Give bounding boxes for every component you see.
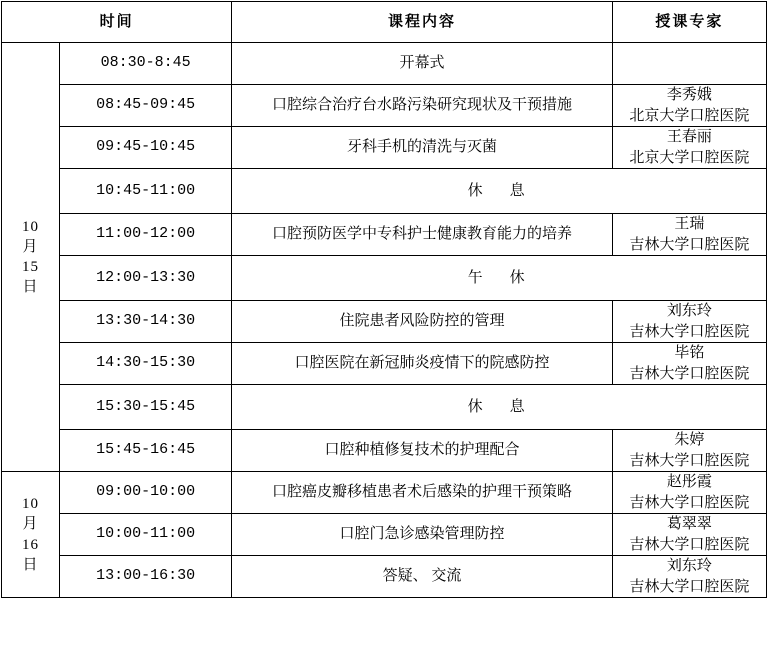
date-cell xyxy=(2,472,60,598)
time-cell: 13:00-16:30 xyxy=(60,556,232,598)
column-header-content: 课程内容 xyxy=(232,2,612,43)
expert-name: 朱婷 xyxy=(674,432,705,449)
expert-cell xyxy=(612,43,766,85)
time-cell: 10:00-11:00 xyxy=(60,514,232,556)
expert-org: 吉林大学口腔医院 xyxy=(629,236,750,253)
expert-org: 吉林大学口腔医院 xyxy=(629,578,750,595)
date-line: 15 xyxy=(22,259,40,275)
expert-org: 北京大学口腔医院 xyxy=(629,149,750,166)
expert-cell xyxy=(612,301,766,343)
expert-cell xyxy=(612,514,766,556)
table-row xyxy=(2,556,767,598)
expert-org: 吉林大学口腔医院 xyxy=(629,365,750,382)
table-row xyxy=(2,301,767,343)
expert-name: 刘东玲 xyxy=(666,558,712,575)
table-row xyxy=(2,430,767,472)
expert-name: 王瑞 xyxy=(674,216,705,233)
date-line: 日 xyxy=(22,279,39,296)
expert-name: 王春丽 xyxy=(666,129,712,146)
expert-cell xyxy=(612,430,766,472)
time-cell: 10:45-11:00 xyxy=(60,169,232,214)
time-cell: 14:30-15:30 xyxy=(60,343,232,385)
date-line: 16 xyxy=(22,536,40,553)
content-cell: 口腔综合治疗台水路污染研究现状及干预措施 xyxy=(232,85,612,127)
content-cell: 开幕式 xyxy=(232,43,612,85)
expert-cell xyxy=(612,556,766,598)
expert-name: 刘东玲 xyxy=(666,303,712,320)
time-cell: 08:30-8:45 xyxy=(60,43,232,85)
date-line: 10 xyxy=(22,218,40,235)
expert-name: 葛翠翠 xyxy=(666,516,712,533)
expert-org: 吉林大学口腔医院 xyxy=(629,536,750,553)
expert-cell xyxy=(612,85,766,127)
column-header-expert: 授课专家 xyxy=(612,2,766,43)
course-schedule-table xyxy=(1,1,767,598)
header-row xyxy=(2,2,767,43)
table-row xyxy=(2,472,767,514)
expert-cell xyxy=(612,472,766,514)
date-cell xyxy=(2,43,60,472)
expert-cell xyxy=(612,214,766,256)
expert-cell xyxy=(612,343,766,385)
table-row xyxy=(2,85,767,127)
content-cell: 牙科手机的清洗与灭菌 xyxy=(232,127,612,169)
time-cell: 15:30-15:45 xyxy=(60,385,232,430)
time-cell: 09:00-10:00 xyxy=(60,472,232,514)
table-body xyxy=(2,43,767,598)
content-cell: 答疑、 交流 xyxy=(232,556,612,598)
expert-org: 吉林大学口腔医院 xyxy=(629,323,750,340)
content-cell: 午 休 xyxy=(232,256,767,301)
expert-name: 赵彤霞 xyxy=(666,474,712,491)
time-cell: 13:30-14:30 xyxy=(60,301,232,343)
expert-name: 毕铭 xyxy=(674,345,705,362)
table-row xyxy=(2,43,767,85)
time-cell: 15:45-16:45 xyxy=(60,430,232,472)
content-cell: 口腔预防医学中专科护士健康教育能力的培养 xyxy=(232,214,612,256)
time-cell: 11:00-12:00 xyxy=(60,214,232,256)
date-line: 10 xyxy=(22,496,40,512)
content-cell: 口腔种植修复技术的护理配合 xyxy=(232,430,612,472)
content-cell: 休 息 xyxy=(232,169,767,214)
table-row xyxy=(2,385,767,430)
content-cell: 口腔医院在新冠肺炎疫情下的院感防控 xyxy=(232,343,612,385)
table-row xyxy=(2,169,767,214)
content-cell: 住院患者风险防控的管理 xyxy=(232,301,612,343)
table-row xyxy=(2,343,767,385)
content-cell: 口腔癌皮瓣移植患者术后感染的护理干预策略 xyxy=(232,472,612,514)
table-header xyxy=(2,2,767,43)
expert-cell xyxy=(612,127,766,169)
content-cell: 休 息 xyxy=(232,385,767,430)
time-cell: 09:45-10:45 xyxy=(60,127,232,169)
time-cell: 12:00-13:30 xyxy=(60,256,232,301)
expert-org: 吉林大学口腔医院 xyxy=(629,452,750,469)
date-line: 日 xyxy=(22,556,39,573)
table-row xyxy=(2,214,767,256)
content-cell: 口腔门急诊感染管理防控 xyxy=(232,514,612,556)
date-line: 月 xyxy=(22,238,39,255)
column-header-time: 时间 xyxy=(2,2,232,43)
table-row xyxy=(2,514,767,556)
expert-name: 李秀娥 xyxy=(666,87,712,104)
date-line: 月 xyxy=(22,516,39,533)
table-row xyxy=(2,256,767,301)
expert-org: 吉林大学口腔医院 xyxy=(629,494,750,511)
expert-org: 北京大学口腔医院 xyxy=(629,107,750,124)
table-row xyxy=(2,127,767,169)
time-cell: 08:45-09:45 xyxy=(60,85,232,127)
